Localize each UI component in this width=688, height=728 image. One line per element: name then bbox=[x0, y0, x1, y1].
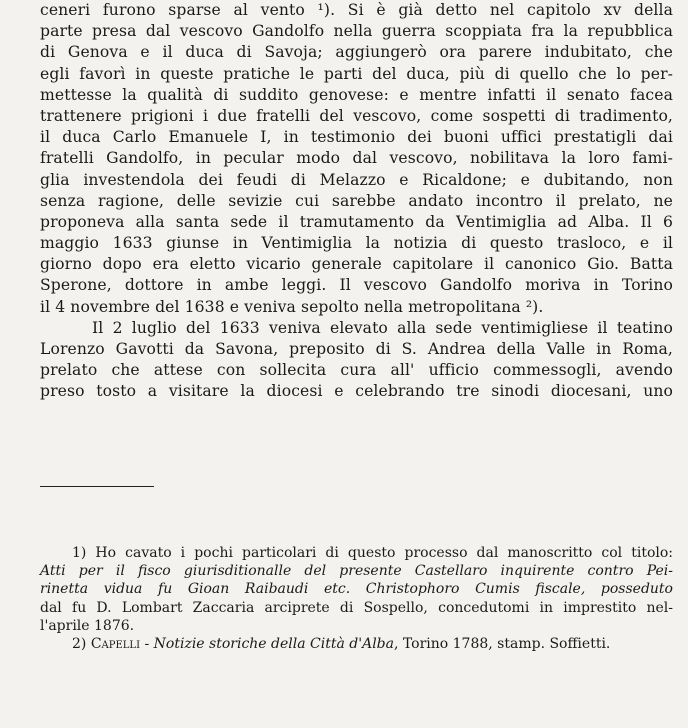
text-line: giorno dopo era eletto vicario generale capitolare il canonico Gio. Batta bbox=[40, 255, 673, 274]
footnote-2-publication: , Torino 1788, stamp. Soffietti. bbox=[394, 635, 611, 652]
footnote-2-separator: - bbox=[140, 635, 154, 652]
footnote-2-author: Capelli bbox=[90, 635, 141, 652]
footnotes bbox=[40, 544, 673, 653]
text-line: ceneri furono sparse al vento ¹). Si è già detto nel capitolo xv della bbox=[40, 1, 673, 19]
footnote-separator bbox=[40, 486, 154, 487]
text-line: preso tosto a visitare la diocesi e celebrando tre sinodi diocesani, uno bbox=[40, 382, 673, 401]
text-line: maggio 1633 giunse in Ventimiglia la notizia di questo trasloco, e il bbox=[40, 234, 673, 253]
text-line: parte presa dal vescovo Gandolfo nella guerra scoppiata fra la repubblica bbox=[40, 22, 673, 41]
footnote-1-line: dal fu D. Lombart Zaccaria arciprete di Sospello, concedutomi in imprestito nel- bbox=[40, 599, 673, 616]
text-line: egli favorì in queste pratiche le parti del duca, più di quello che lo per- bbox=[40, 64, 673, 83]
footnote-1-line: Atti per il fisco giurisditionalle del presente Castellaro inquirente contro Pei- bbox=[40, 563, 673, 580]
text-line: di Genova e il duca di Savoja; aggiungerò ora parere indubitato, che bbox=[40, 43, 673, 62]
text-line: trattenere prigioni i due fratelli del vescovo, come sospetti di tradimento, bbox=[40, 106, 673, 125]
text-line: il 4 novembre del 1638 e veniva sepolto nella metropolitana ²). bbox=[40, 297, 544, 316]
text-line: Sperone, dottore in ambe leggi. Il vescovo Gandolfo moriva in Torino bbox=[40, 276, 673, 295]
footnote-1-line: rinetta vidua fu Gioan Raibaudi etc. Christophoro Cumis fiscale, posseduto bbox=[40, 581, 673, 598]
text-line: senza ragione, delle sevizie cui sarebbe andato incontro il prelato, ne bbox=[40, 191, 673, 210]
text-line: proponeva alla santa sede il tramutamento da Ventimiglia ad Alba. Il 6 bbox=[40, 212, 673, 231]
text-line: mettesse la qualità di suddito genovese: e mentre infatti il senato facea bbox=[40, 85, 673, 104]
text-line: il duca Carlo Emanuele I, in testimonio dei buoni uffici prestatigli dai bbox=[40, 128, 673, 147]
footnote-1-line: 1) Ho cavato i pochi particolari di questo processo dal manoscritto col titolo: bbox=[72, 545, 673, 561]
text-line: fratelli Gandolfo, in pecular modo dal vescovo, nobilitava la loro fami- bbox=[40, 149, 673, 168]
footnote-1-line: l'aprile 1876. bbox=[40, 617, 135, 634]
main-text bbox=[40, 0, 673, 403]
footnote-2-title: Notizie storiche della Città d'Alba bbox=[153, 635, 394, 652]
paragraph-start-line: Il 2 luglio del 1633 veniva elevato alla sede ventimigliese il teatino bbox=[92, 318, 673, 337]
text-line: Lorenzo Gavotti da Savona, preposito di S. Andrea della Valle in Roma, bbox=[40, 340, 673, 358]
footnote-2 bbox=[40, 635, 673, 653]
footnote-2-marker: 2) bbox=[72, 635, 91, 652]
text-line: prelato che attese con sollecita cura all' ufficio commessogli, avendo bbox=[40, 361, 673, 380]
text-line: glia investendola dei feudi di Melazzo e Ricaldone; e dubitando, non bbox=[40, 170, 673, 189]
